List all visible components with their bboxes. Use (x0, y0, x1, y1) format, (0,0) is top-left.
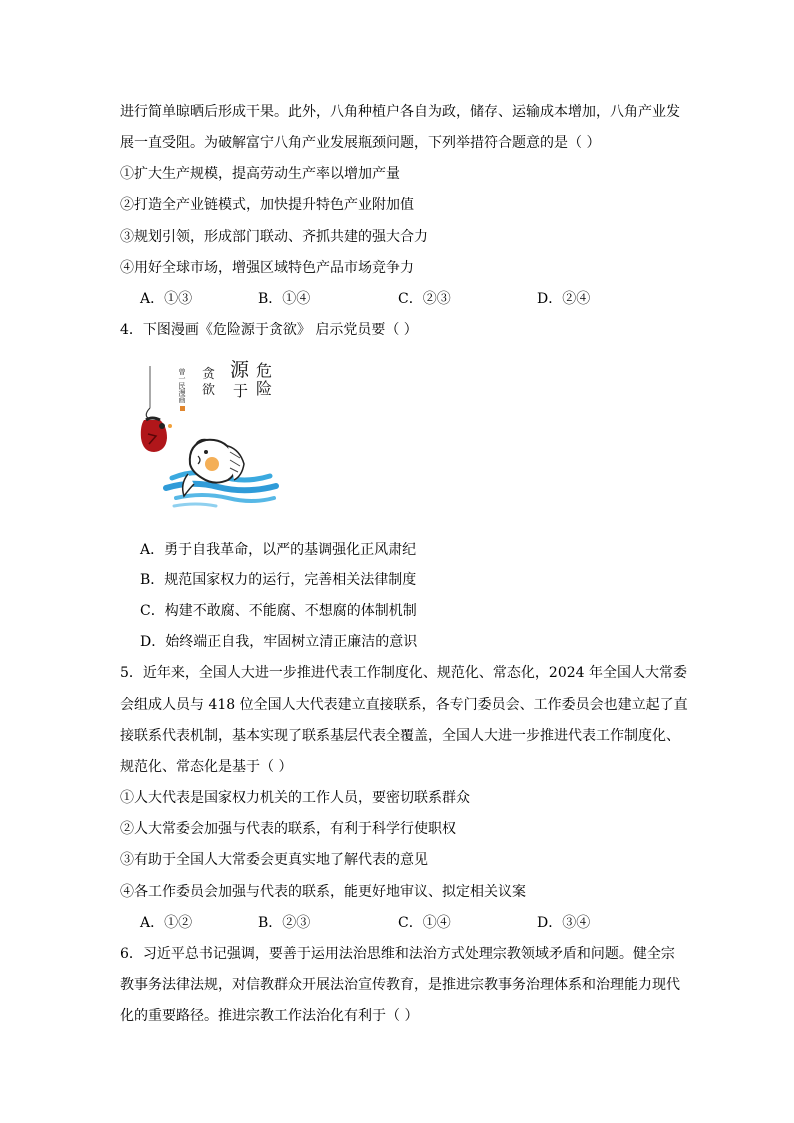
q5-choice-b[interactable]: B．②③ (258, 915, 311, 931)
cartoon-title-char-1: 危 (256, 361, 273, 380)
q4-option-a[interactable]: A．勇于自我革命，以严的基调强化正风肃纪 (140, 542, 417, 558)
cartoon-title-char-3: 源 (230, 359, 250, 381)
q5-statement-2: ②人大常委会加强与代表的联系，有利于科学行使职权 (120, 821, 456, 837)
bait-bag-icon (141, 418, 172, 452)
q3-statement-3: ③规划引领，形成部门联动、齐抓共建的强大合力 (120, 229, 428, 245)
q5-stem-line-2: 会组成人员与 418 位全国人大代表建立直接联系，各专门委员会、工作委员会也建立起了直 (120, 697, 688, 713)
q3-choice-c[interactable]: C．②③ (398, 291, 451, 307)
cartoon-title-char-6: 欲 (202, 383, 216, 398)
cartoon-signature: 曾一民漫画 (178, 368, 186, 403)
q6-stem-line-3: 化的重要路径。推进宗教工作法治化有利于（ ） (120, 1008, 419, 1024)
q5-choice-a[interactable]: A．①② (140, 915, 193, 931)
seal-stamp-icon (180, 406, 185, 411)
cartoon-title-char-5: 贪 (202, 367, 216, 382)
q3-stem-line-1: 进行简单晾晒后形成干果。此外，八角种植户各自为政，储存、运输成本增加，八角产业发 (120, 104, 680, 120)
q3-choice-a[interactable]: A．①③ (140, 291, 193, 307)
q5-choices (140, 913, 660, 933)
q6-stem-line-2: 教事务法律法规，对信教群众开展法治宣传教育，是推进宗教事务治理体系和治理能力现代 (120, 977, 680, 993)
q4-option-d[interactable]: D．始终端正自我，牢固树立清正廉洁的意识 (140, 634, 418, 650)
q3-choices (140, 289, 660, 309)
q4-option-b[interactable]: B．规范国家权力的运行，完善相关法律制度 (140, 572, 417, 588)
q5-stem-line-4: 规范化、常态化是基于（ ） (120, 759, 293, 775)
q3-stem-line-2: 展一直受阻。为破解富宁八角产业发展瓶颈问题，下列举措符合题意的是（ ） (120, 135, 601, 151)
q5-stem-line-1: 5．近年来，全国人大进一步推进代表工作制度化、规范化、常态化，2024 年全国人大常委 (120, 665, 687, 681)
q4-option-c[interactable]: C．构建不敢腐、不能腐、不想腐的体制机制 (140, 603, 417, 619)
q3-choice-d[interactable]: D．②④ (537, 291, 591, 307)
q5-choice-d[interactable]: D．③④ (537, 915, 591, 931)
cartoon-image (136, 356, 280, 516)
q5-statement-4: ④各工作委员会加强与代表的联系，能更好地审议、拟定相关议案 (120, 884, 526, 900)
q3-statement-2: ②打造全产业链模式，加快提升特色产业附加值 (120, 197, 414, 213)
cartoon-title-char-4: 于 (233, 382, 249, 400)
q3-statement-1: ①扩大生产规模，提高劳动生产率以增加产量 (120, 166, 400, 182)
q5-statement-1: ①人大代表是国家权力机关的工作人员，要密切联系群众 (120, 790, 470, 806)
q4-stem: 4．下图漫画《危险源于贪欲》 启示党员要（ ） (120, 322, 418, 338)
q5-choice-c[interactable]: C．①④ (398, 915, 451, 931)
cartoon-drawing (136, 356, 280, 516)
q5-statement-3: ③有助于全国人大常委会更真实地了解代表的意见 (120, 852, 428, 868)
q3-choice-b[interactable]: B．①④ (258, 291, 311, 307)
q3-statement-4: ④用好全球市场，增强区域特色产品市场竞争力 (120, 260, 414, 276)
q6-stem-line-1: 6．习近平总书记强调，要善于运用法治思维和法治方式处理宗教领域矛盾和问题。健全宗 (120, 946, 675, 962)
q5-stem-line-3: 接联系代表机制，基本实现了联系基层代表全覆盖，全国人大进一步推进代表工作制度化、 (120, 728, 680, 744)
cartoon-title-char-2: 险 (256, 379, 273, 398)
